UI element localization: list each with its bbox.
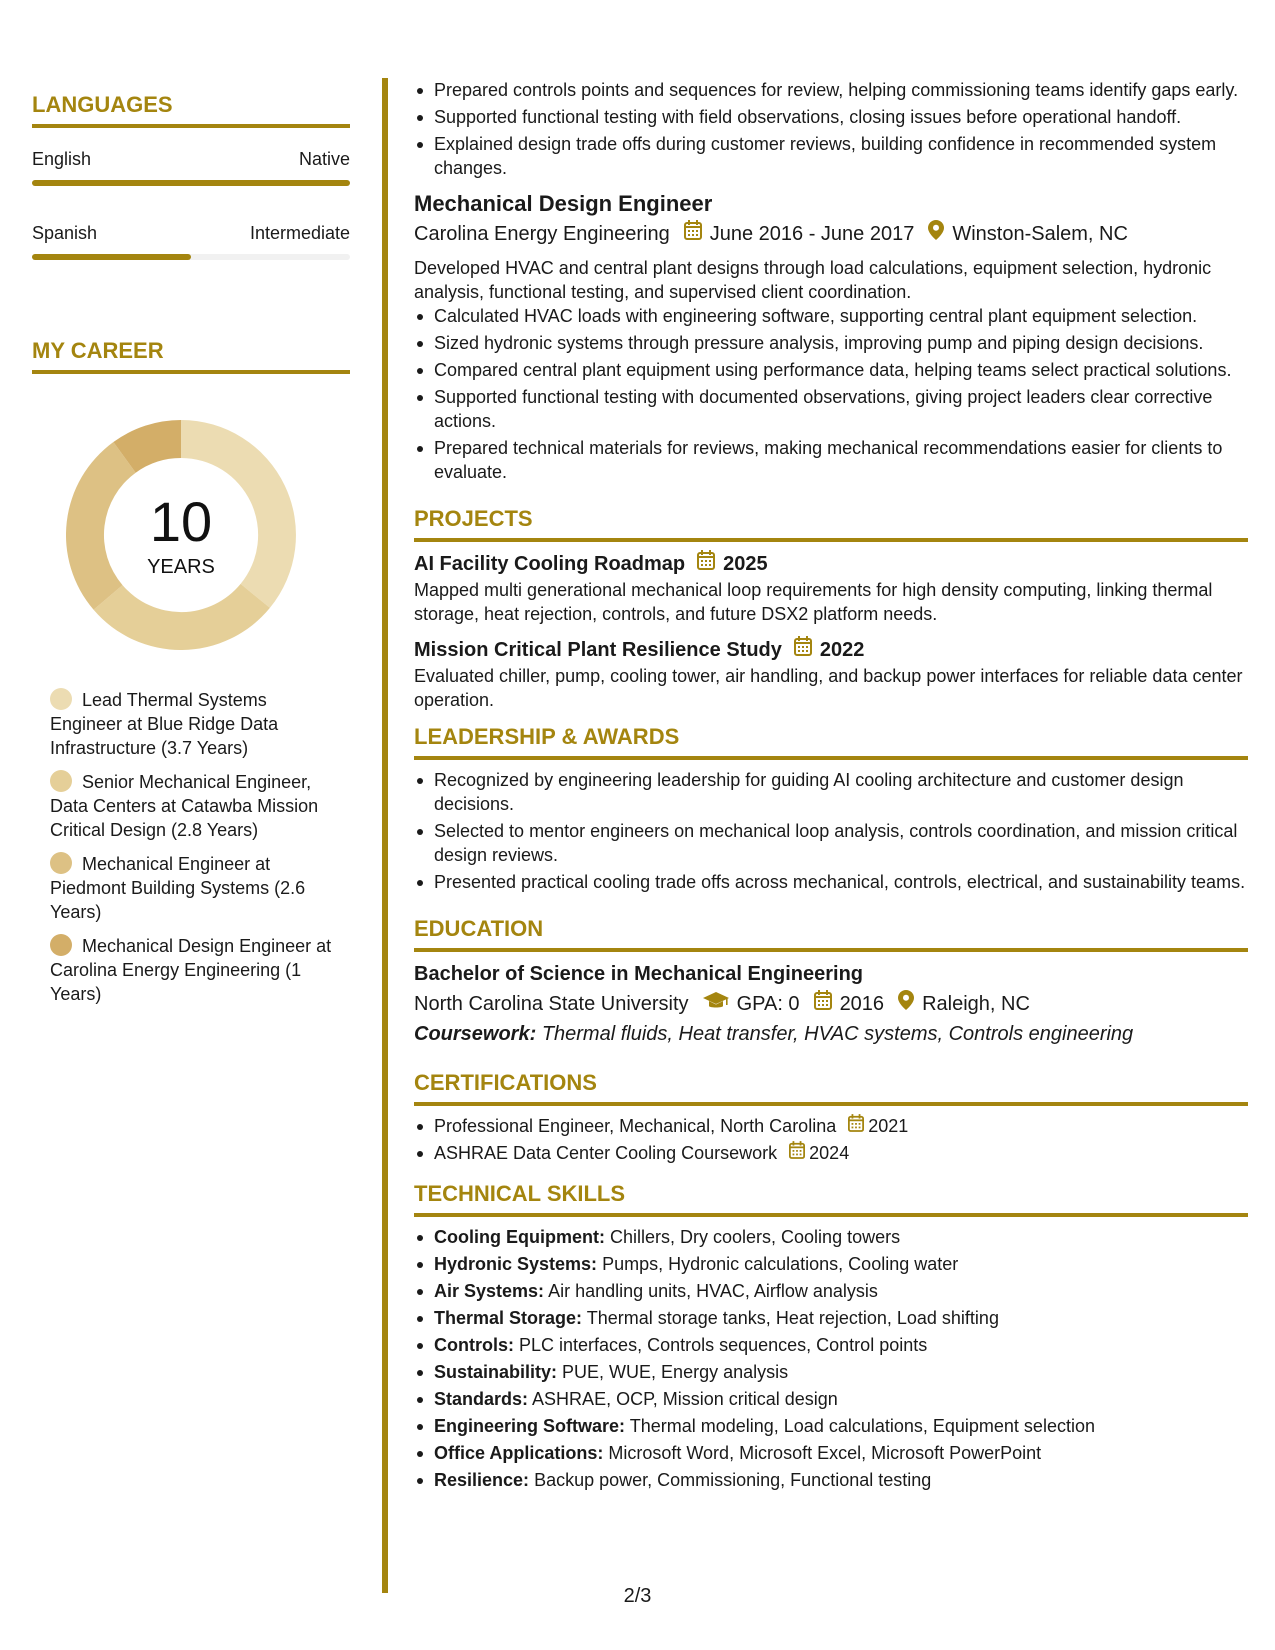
skill-item	[414, 1387, 1248, 1411]
skill-label: Hydronic Systems:	[434, 1254, 598, 1274]
education-title: EDUCATION	[414, 916, 544, 941]
skill-label: Thermal Storage:	[434, 1308, 583, 1328]
career-years-label: YEARS	[147, 556, 215, 578]
certification-list	[414, 1114, 1248, 1165]
bullet-item: Recognized by engineering leadership for guiding AI cooling architecture and customer design decisions.	[414, 768, 1248, 816]
language-item	[32, 222, 350, 260]
bullet-item: Compared central plant equipment using performance data, helping teams select practical solutions.	[414, 358, 1248, 382]
graduation-year: 2016	[839, 993, 885, 1015]
map-pin-icon	[898, 990, 914, 1018]
job-bullets	[414, 304, 1248, 484]
legend-dot	[50, 934, 72, 956]
proficiency-fill	[32, 180, 350, 186]
legend-label: Mechanical Engineer at Piedmont Building Systems (2.6 Years)	[50, 854, 306, 922]
proficiency-bar	[32, 180, 350, 186]
legend-item	[50, 688, 342, 760]
skill-value: Backup power, Commissioning, Functional testing	[534, 1470, 932, 1490]
skill-value: ASHRAE, OCP, Mission critical design	[532, 1389, 838, 1409]
skill-item	[414, 1360, 1248, 1384]
calendar-icon	[848, 1114, 864, 1138]
previous-job-bullets	[414, 78, 1248, 180]
certification-item	[414, 1114, 1248, 1138]
job-entry	[414, 190, 1248, 484]
section-rule	[32, 370, 350, 374]
leadership-section	[414, 724, 1248, 894]
skill-item	[414, 1333, 1248, 1357]
skill-item	[414, 1414, 1248, 1438]
proficiency-fill	[32, 254, 191, 260]
skill-item	[414, 1306, 1248, 1330]
legend-item	[50, 770, 342, 842]
languages-section	[32, 92, 350, 260]
skill-item	[414, 1225, 1248, 1249]
calendar-icon	[794, 636, 812, 664]
degree-title: Bachelor of Science in Mechanical Engineering	[414, 963, 864, 985]
legend-label: Mechanical Design Engineer at Carolina Energy Engineering (1 Years)	[50, 936, 332, 1004]
skill-value: PLC interfaces, Controls sequences, Control points	[519, 1335, 928, 1355]
education-meta	[414, 990, 1248, 1018]
skill-value: Pumps, Hydronic calculations, Cooling water	[602, 1254, 959, 1274]
legend-item	[50, 934, 342, 1006]
bullet-item: Calculated HVAC loads with engineering software, supporting central plant equipment selection.	[414, 304, 1248, 328]
job-meta	[414, 220, 1248, 248]
skills-title: TECHNICAL SKILLS	[414, 1181, 626, 1206]
languages-title: LANGUAGES	[32, 92, 173, 117]
skill-value: Thermal storage tanks, Heat rejection, Load shifting	[586, 1308, 999, 1328]
certification-item	[414, 1141, 1248, 1165]
leadership-title: LEADERSHIP & AWARDS	[414, 724, 680, 749]
calendar-icon	[789, 1141, 805, 1165]
language-level: Intermediate	[249, 223, 350, 243]
right-column	[414, 78, 1248, 1495]
bullet-item: Explained design trade offs during customer reviews, building confidence in recommended system changes.	[414, 132, 1248, 180]
map-pin-icon	[928, 220, 944, 248]
skill-item	[414, 1441, 1248, 1465]
certification-year: 2024	[809, 1143, 850, 1163]
legend-label: Lead Thermal Systems Engineer at Blue Ridge Data Infrastructure (3.7 Years)	[50, 690, 279, 758]
donut-segment	[94, 584, 270, 650]
project-year: 2022	[819, 639, 865, 661]
language-name: English	[32, 149, 92, 169]
skill-item	[414, 1279, 1248, 1303]
skill-value: PUE, WUE, Energy analysis	[562, 1362, 789, 1382]
school-name: North Carolina State University	[414, 993, 689, 1015]
certifications-title: CERTIFICATIONS	[414, 1070, 597, 1095]
project-name: AI Facility Cooling Roadmap	[414, 553, 686, 575]
certification-name: Professional Engineer, Mechanical, North Carolina	[434, 1116, 837, 1136]
calendar-icon	[684, 220, 702, 248]
column-divider	[382, 78, 388, 1593]
language-item	[32, 148, 350, 186]
legend-dot	[50, 852, 72, 874]
skill-label: Air Systems:	[434, 1281, 545, 1301]
project-description: Evaluated chiller, pump, cooling tower, air handling, and backup power interfaces for reliable data center operation.	[414, 666, 1243, 710]
skill-label: Office Applications:	[434, 1443, 604, 1463]
section-rule	[414, 1213, 1248, 1217]
bullet-item: Prepared controls points and sequences for review, helping commissioning teams identify gaps early.	[414, 78, 1248, 102]
bullet-item: Sized hydronic systems through pressure analysis, improving pump and piping design decisions.	[414, 331, 1248, 355]
skills-list	[414, 1225, 1248, 1492]
projects-section	[414, 506, 1248, 712]
skill-label: Engineering Software:	[434, 1416, 626, 1436]
job-description: Developed HVAC and central plant designs through load calculations, equipment selection, hydronic analysis, functional testing, and supervised client coordination.	[414, 258, 1212, 302]
project-description: Mapped multi generational mechanical loop requirements for high density computing, linking thermal storage, heat rejection, controls, and future DSX2 platform needs.	[414, 580, 1213, 624]
leadership-bullets	[414, 768, 1248, 894]
project-title	[414, 550, 1248, 578]
language-level: Native	[298, 149, 350, 169]
skill-label: Resilience:	[434, 1470, 530, 1490]
skill-label: Standards:	[434, 1389, 529, 1409]
skill-label: Controls:	[434, 1335, 514, 1355]
left-column	[32, 92, 350, 1016]
skill-label: Sustainability:	[434, 1362, 558, 1382]
gpa-value: GPA: 0	[736, 993, 800, 1015]
career-title: MY CAREER	[32, 338, 164, 363]
coursework-label: Coursework:	[414, 1023, 537, 1045]
coursework	[414, 1020, 1248, 1048]
legend-label: Senior Mechanical Engineer, Data Centers at Catawba Mission Critical Design (2.8 Years)	[50, 772, 319, 840]
proficiency-bar	[32, 254, 350, 260]
legend-dot	[50, 770, 72, 792]
job-title: Mechanical Design Engineer	[414, 191, 713, 216]
calendar-icon	[697, 550, 715, 578]
company-name: Carolina Energy Engineering	[414, 223, 670, 245]
skill-item	[414, 1468, 1248, 1492]
career-years-value: 10	[149, 490, 213, 553]
skill-label: Cooling Equipment:	[434, 1227, 605, 1247]
section-rule	[414, 948, 1248, 952]
career-legend	[32, 688, 350, 1006]
job-location: Winston-Salem, NC	[952, 223, 1128, 245]
skill-value: Air handling units, HVAC, Airflow analysis	[548, 1281, 878, 1301]
bullet-item: Supported functional testing with field observations, closing issues before operational handoff.	[414, 105, 1248, 129]
language-name: Spanish	[32, 223, 98, 243]
certifications-section	[414, 1070, 1248, 1165]
bullet-item: Prepared technical materials for reviews, making mechanical recommendations easier for clients to evaluate.	[414, 436, 1248, 484]
project-name: Mission Critical Plant Resilience Study	[414, 639, 782, 661]
education-section	[414, 916, 1248, 1048]
legend-item	[50, 852, 342, 924]
bullet-item: Selected to mentor engineers on mechanical loop analysis, controls coordination, and mission critical design reviews.	[414, 819, 1248, 867]
school-location: Raleigh, NC	[922, 993, 1030, 1015]
skill-item	[414, 1252, 1248, 1276]
certification-year: 2021	[868, 1116, 909, 1136]
skill-value: Thermal modeling, Load calculations, Equipment selection	[629, 1416, 1095, 1436]
section-rule	[32, 124, 350, 128]
job-dates: June 2016 - June 2017	[709, 223, 915, 245]
graduation-cap-icon	[703, 990, 729, 1018]
calendar-icon	[814, 990, 832, 1018]
project-title	[414, 636, 1248, 664]
career-section	[32, 338, 350, 1006]
section-rule	[414, 538, 1248, 542]
skills-section	[414, 1181, 1248, 1492]
career-donut-chart	[66, 420, 296, 650]
skill-value: Microsoft Word, Microsoft Excel, Microsoft PowerPoint	[608, 1443, 1042, 1463]
section-rule	[414, 756, 1248, 760]
project-year: 2025	[723, 553, 768, 575]
skill-value: Chillers, Dry coolers, Cooling towers	[610, 1227, 901, 1247]
legend-dot	[50, 688, 72, 710]
bullet-item: Supported functional testing with documented observations, giving project leaders clear corrective actions.	[414, 385, 1248, 433]
coursework-list: Thermal fluids, Heat transfer, HVAC systems, Controls engineering	[541, 1023, 1134, 1045]
section-rule	[414, 1102, 1248, 1106]
bullet-item: Presented practical cooling trade offs across mechanical, controls, electrical, and sustainability teams.	[414, 870, 1248, 894]
certification-name: ASHRAE Data Center Cooling Coursework	[434, 1143, 778, 1163]
page-number: 2/3	[623, 1585, 652, 1607]
projects-title: PROJECTS	[414, 506, 533, 531]
